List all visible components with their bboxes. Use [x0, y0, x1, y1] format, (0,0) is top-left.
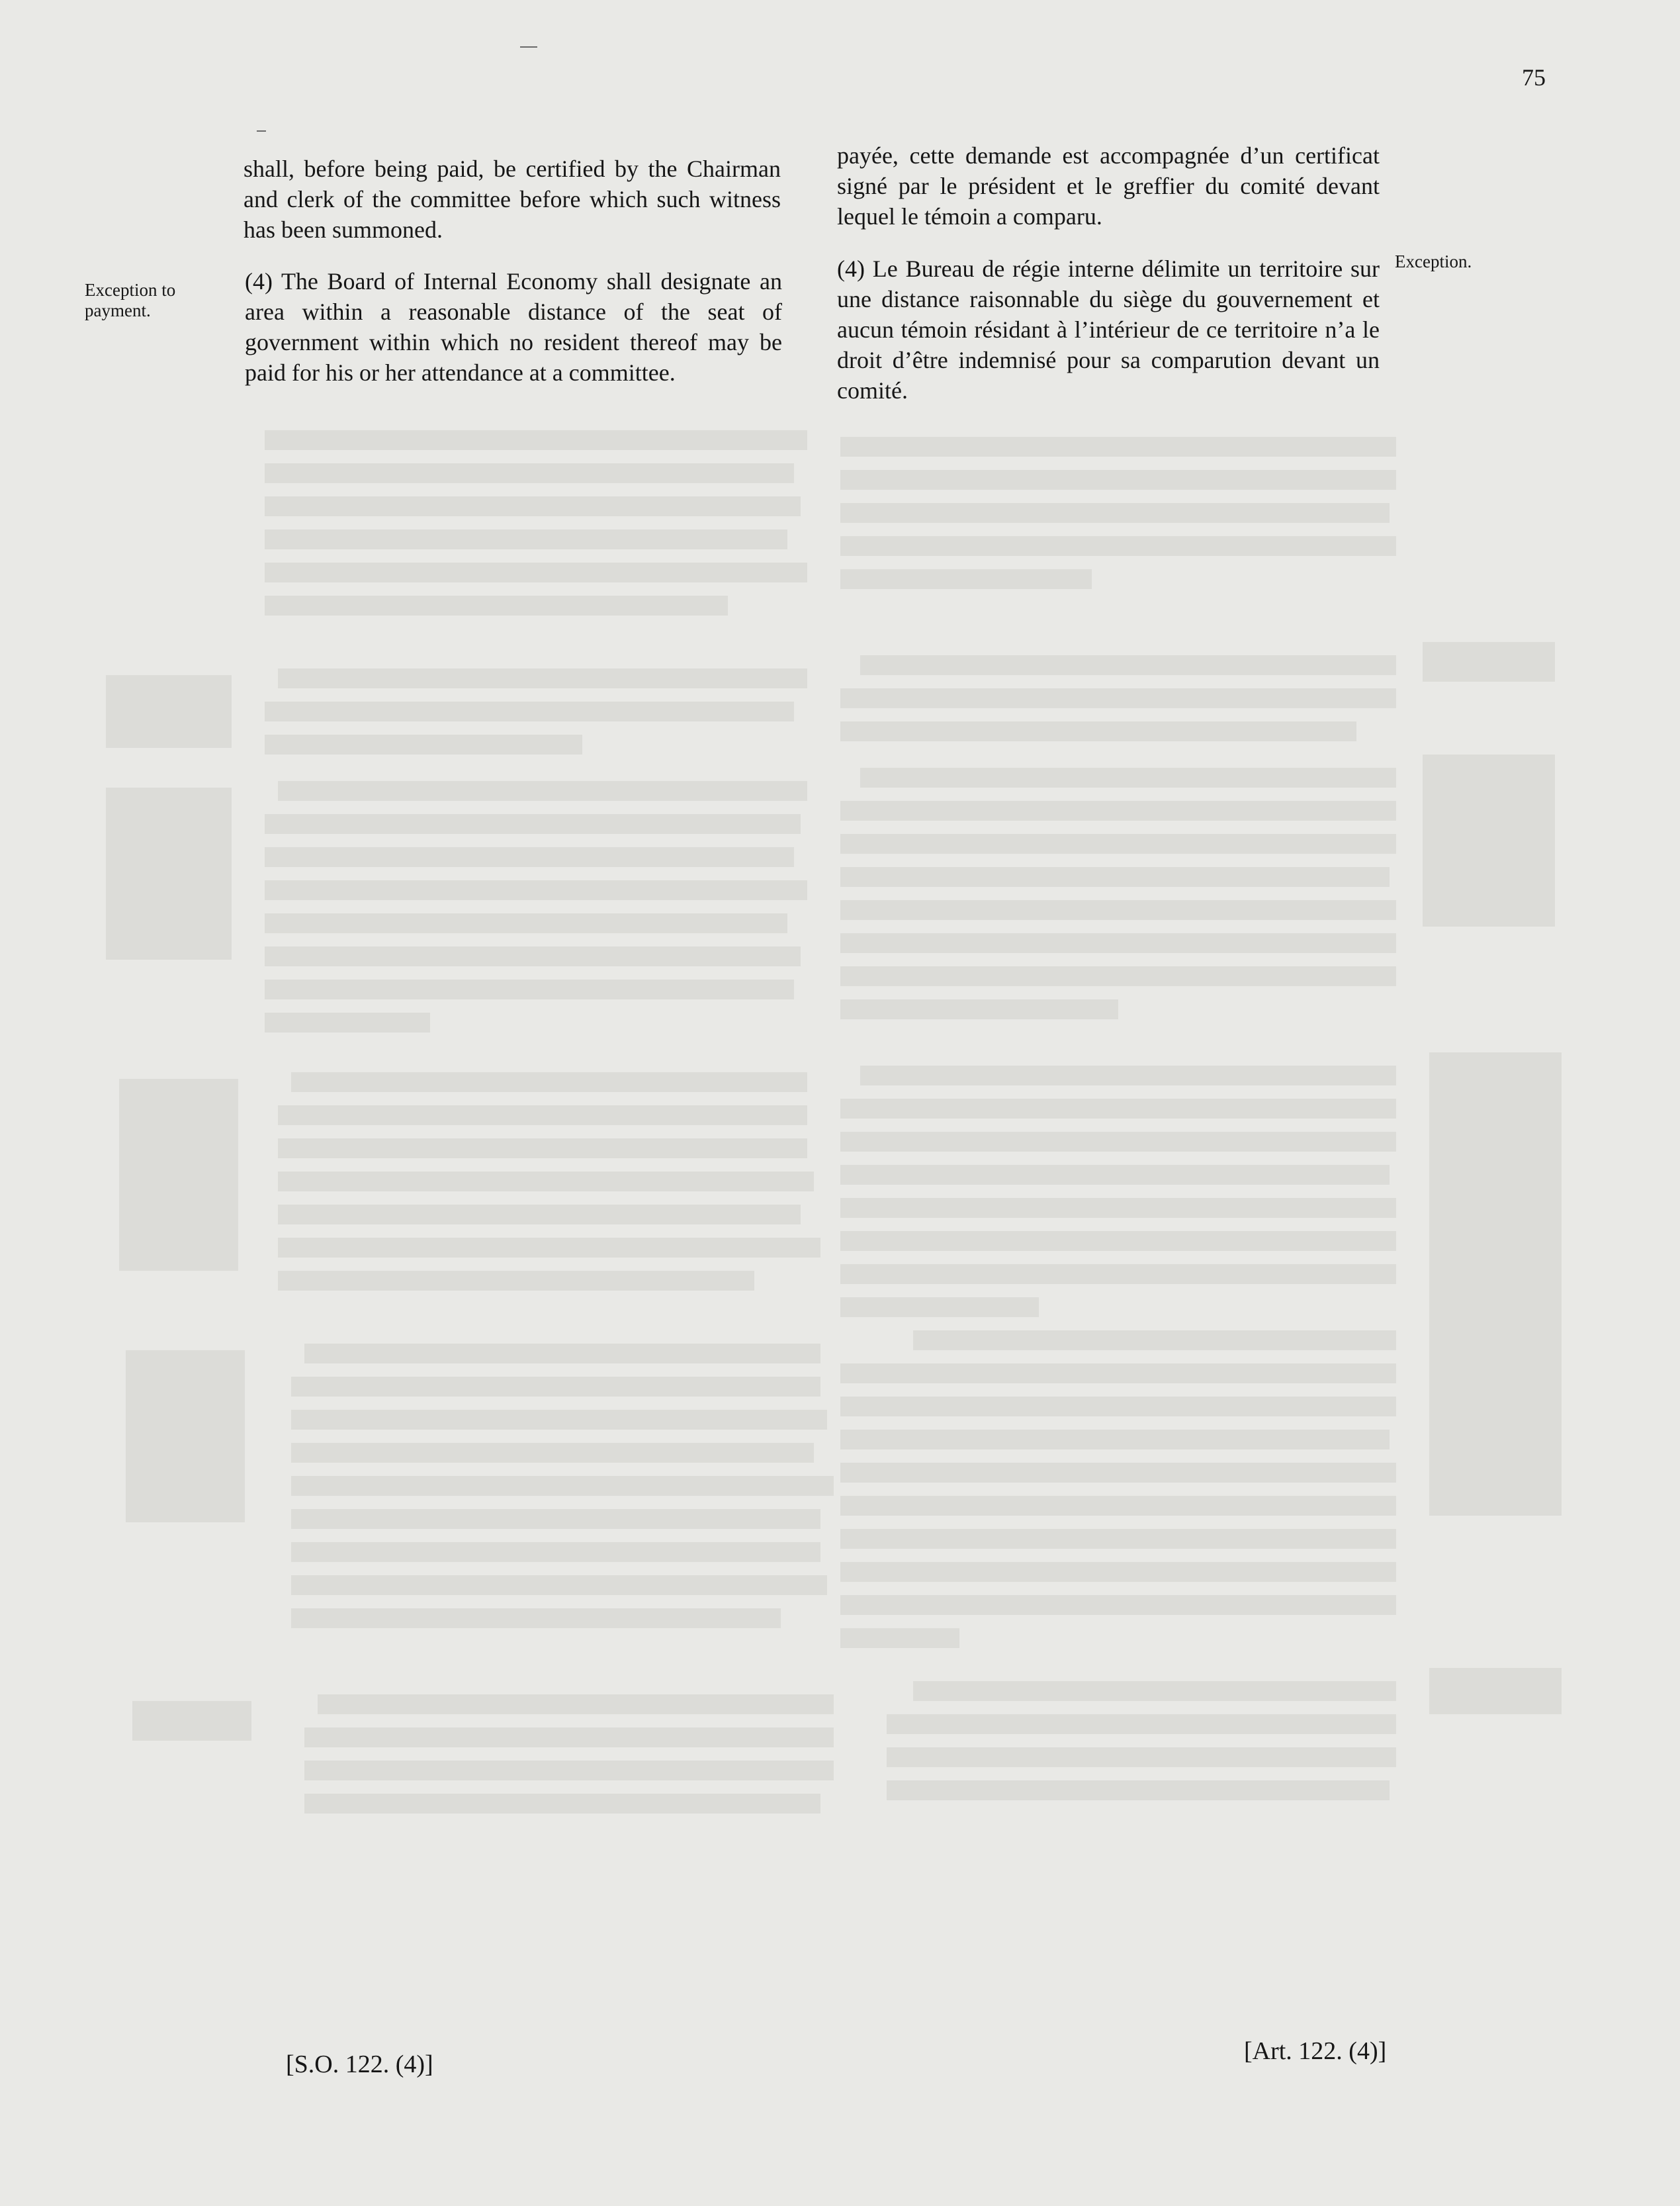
- scan-mark: [520, 46, 537, 48]
- english-continuation-text: shall, before being paid, be certified by the Chairman and clerk of the committee before which such witness has been summoned.: [243, 156, 781, 243]
- page-number: 75: [1522, 64, 1546, 91]
- scan-mark: [257, 130, 266, 132]
- french-paragraph-4: (4) Le Bureau de régie interne délimite un territoire sur une distance raisonnable du siège du gouvernement et aucun témoin résidant à l’intérieur de ce territoire n’a le droit d’être indemnisé pour sa comparution devant un comité.: [837, 255, 1380, 404]
- margin-note-exception: Exception.: [1395, 252, 1472, 271]
- french-continuation-text: payée, cette demande est accompagnée d’un certificat signé par le président et le greffier du comité devant lequel le témoin a comparu.: [837, 142, 1380, 230]
- standing-order-reference: [S.O. 122. (4)]: [286, 2050, 433, 2078]
- article-reference: [Art. 122. (4)]: [1244, 2037, 1387, 2065]
- english-paragraph-4: (4) The Board of Internal Economy shall designate an area within a reasonable distance of the seat of government within which no resident thereof may be paid for his or her attendance at a committee.: [245, 268, 782, 386]
- margin-note-exception-to-payment: Exception to payment.: [85, 280, 176, 320]
